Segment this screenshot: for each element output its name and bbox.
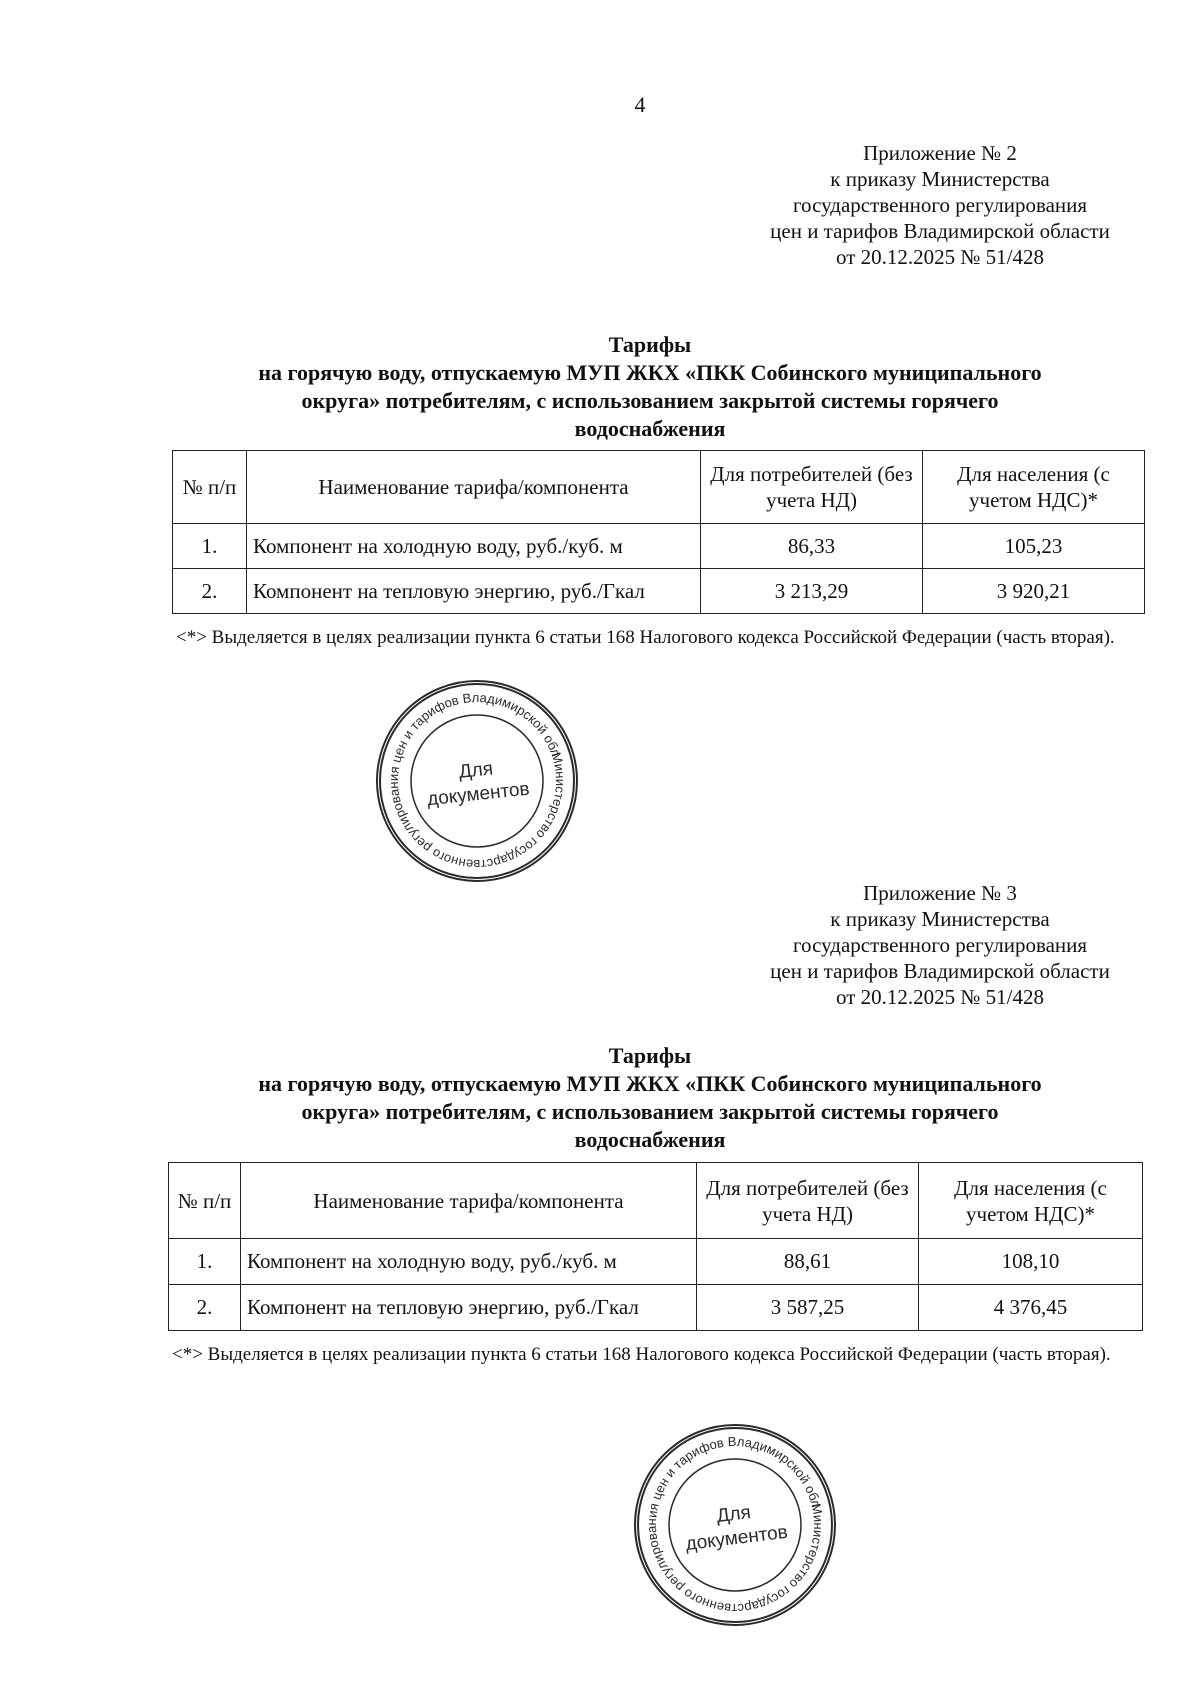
appendix-2-title: [170, 331, 1130, 443]
row-consumers-value: 86,33: [701, 524, 923, 569]
header-consumers: Для потребителей (без учета НД): [701, 451, 923, 524]
row-num: 2.: [169, 1285, 241, 1331]
footnote-appendix-3: <*> Выделяется в целях реализации пункта 6 статьи 168 Налогового кодекса Российской Федерации (часть вторая).: [172, 1344, 1111, 1365]
tariff-table-appendix-3: [168, 1162, 1143, 1331]
title-line: на горячую воду, отпускаемую МУП ЖКХ «ПКК Собинского муниципального: [258, 360, 1042, 385]
row-consumers-value: 3 213,29: [701, 569, 923, 614]
appendix-header-line: Приложение № 3: [863, 881, 1017, 905]
header-name: Наименование тарифа/компонента: [241, 1163, 697, 1239]
header-consumers: Для потребителей (без учета НД): [697, 1163, 919, 1239]
appendix-header-line: цен и тарифов Владимирской области: [770, 219, 1110, 243]
row-population-value: 4 376,45: [919, 1285, 1143, 1331]
row-name: Компонент на холодную воду, руб./куб. м: [241, 1239, 697, 1285]
stamp-center-line2: документов: [684, 1521, 789, 1556]
stamp-outer-ring-inner: [380, 684, 574, 878]
page-number: 4: [634, 92, 646, 117]
appendix-2-header: [700, 140, 1180, 270]
row-consumers-value: 3 587,25: [697, 1285, 919, 1331]
row-population-value: 108,10: [919, 1239, 1143, 1285]
header-name: Наименование тарифа/компонента: [247, 451, 701, 524]
appendix-3-header: [700, 880, 1180, 1010]
official-stamp: [630, 1420, 840, 1630]
table-row: [173, 569, 1145, 614]
appendix-3-title: [170, 1042, 1130, 1154]
row-name: Компонент на холодную воду, руб./куб. м: [247, 524, 701, 569]
header-num: № п/п: [169, 1163, 241, 1239]
header-num: № п/п: [173, 451, 247, 524]
title-line: Тарифы: [608, 332, 692, 357]
title-line: на горячую воду, отпускаемую МУП ЖКХ «ПКК Собинского муниципального: [258, 1071, 1042, 1096]
title-line: водоснабжения: [574, 416, 726, 441]
tariff-table-appendix-2: [172, 450, 1145, 614]
table-header-row: [173, 451, 1145, 524]
title-line: округа» потребителям, с использованием закрытой системы горячего: [301, 388, 999, 413]
header-population: Для населения (с учетом НДС)*: [919, 1163, 1143, 1239]
appendix-header-line: государственного регулирования: [792, 193, 1088, 217]
stamp-ring-text: Министерство государственного регулирования цен и тарифов Владимирской области: [385, 689, 569, 873]
row-num: 2.: [173, 569, 247, 614]
svg-text:Министерство государственного: [372, 676, 582, 886]
appendix-header-line: к приказу Министерства: [830, 907, 1050, 931]
table-row: [169, 1239, 1143, 1285]
stamp-outer-ring-inner: [638, 1428, 832, 1622]
row-population-value: 105,23: [923, 524, 1145, 569]
row-name: Компонент на тепловую энергию, руб./Гкал: [247, 569, 701, 614]
stamp-center-line2: документов: [426, 778, 531, 811]
footnote-appendix-2: <*> Выделяется в целях реализации пункта 6 статьи 168 Налогового кодекса Российской Федерации (часть вторая).: [176, 627, 1115, 648]
stamp-ring-text: Министерство государственного регулирования цен и тарифов Владимирской области: [643, 1433, 827, 1617]
stamp-center-line1: Для: [457, 758, 495, 783]
appendix-header-line: от 20.12.2025 № 51/428: [835, 985, 1045, 1009]
row-num: 1.: [173, 524, 247, 569]
stamp-outer-ring: [377, 681, 577, 881]
row-name: Компонент на тепловую энергию, руб./Гкал: [241, 1285, 697, 1331]
appendix-header-line: к приказу Министерства: [830, 167, 1050, 191]
row-num: 1.: [169, 1239, 241, 1285]
title-line: Тарифы: [608, 1043, 692, 1068]
title-line: округа» потребителям, с использованием закрытой системы горячего: [301, 1099, 999, 1124]
appendix-header-line: цен и тарифов Владимирской области: [770, 959, 1110, 983]
stamp-outer-ring: [635, 1425, 835, 1625]
appendix-header-line: государственного регулирования: [792, 933, 1088, 957]
appendix-header-line: от 20.12.2025 № 51/428: [835, 245, 1045, 269]
row-population-value: 3 920,21: [923, 569, 1145, 614]
header-population: Для населения (с учетом НДС)*: [923, 451, 1145, 524]
title-line: водоснабжения: [574, 1127, 726, 1152]
svg-text:Министерство государственного: [630, 1420, 840, 1630]
table-row: [173, 524, 1145, 569]
row-consumers-value: 88,61: [697, 1239, 919, 1285]
table-row: [169, 1285, 1143, 1331]
official-stamp: [372, 676, 582, 886]
appendix-header-line: Приложение № 2: [863, 141, 1017, 165]
stamp-center-line1: Для: [715, 1502, 752, 1528]
table-header-row: [169, 1163, 1143, 1239]
